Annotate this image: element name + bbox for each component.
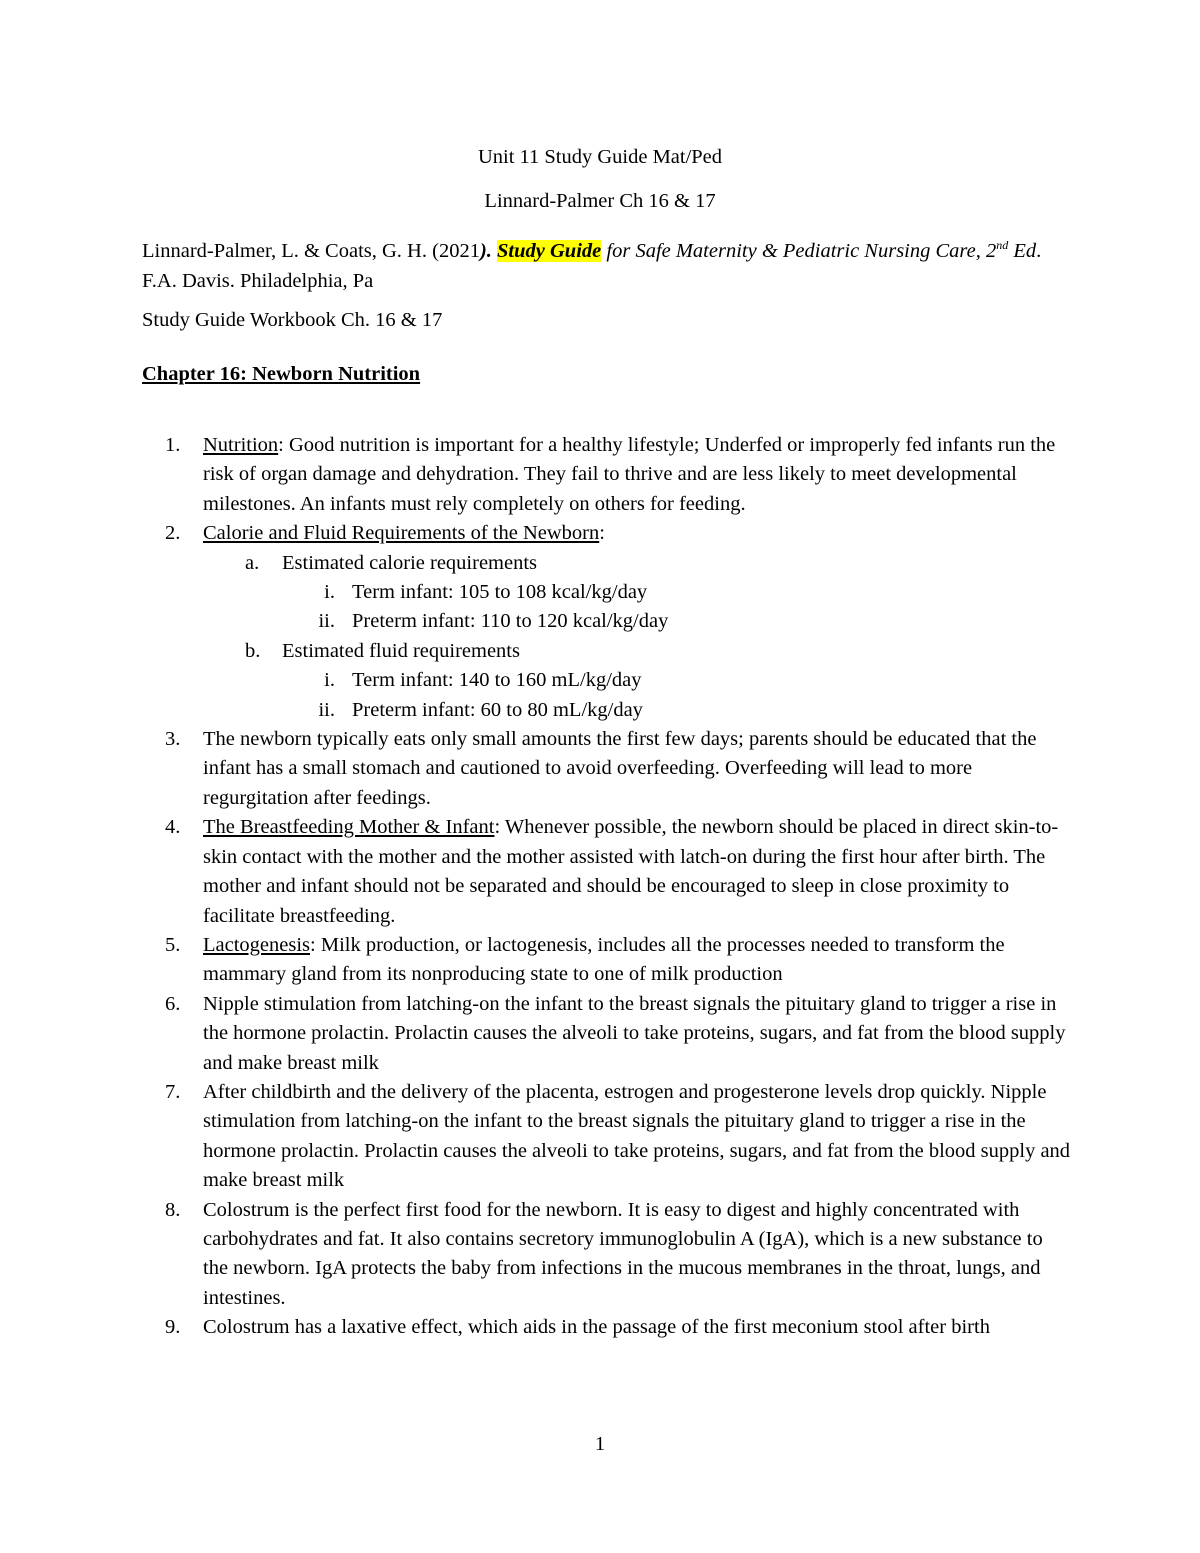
item-label: Lactogenesis <box>203 933 311 956</box>
sub-sub-text: Term infant: 105 to 108 kcal/kg/day <box>352 581 648 604</box>
list-item <box>142 1196 1072 1314</box>
sub-sub-item <box>142 607 1072 636</box>
citation-edition-sup: nd <box>996 238 1009 252</box>
item-label: Calorie and Fluid Requirements of the Newborn <box>203 522 600 545</box>
sub-sub-marker: i. <box>324 581 335 604</box>
list-number: 9. <box>165 1316 181 1339</box>
sub-item <box>142 637 1072 666</box>
document-subtitle: Linnard-Palmer Ch 16 & 17 <box>484 190 716 212</box>
item-text: Nipple stimulation from latching-on the infant to the breast signals the pituitary gland to trigger a rise in the hormone prolactin. Prolactin causes the alveoli to take proteins, sugars, and fat from the blood supply and make breast milk <box>203 992 1066 1074</box>
citation-edition: Ed <box>1008 239 1037 262</box>
item-text: : Whenever possible, the newborn should be placed in direct skin-to-skin contact with the mother and the mother assisted with latch-on during the first hour after birth. The mother and infant should not be separated and should be encouraged to sleep in close proximity to facilitate breastfeeding. <box>203 816 1059 927</box>
list-item <box>142 1078 1072 1196</box>
list-item <box>142 725 1072 813</box>
sub-sub-marker: ii. <box>318 610 335 633</box>
item-label: The Breastfeeding Mother & Infant <box>203 816 495 839</box>
item-text: : <box>599 522 605 545</box>
sub-marker: b. <box>245 639 261 662</box>
list-item <box>142 931 1072 990</box>
item-label: Nutrition <box>203 434 279 456</box>
workbook-line: Study Guide Workbook Ch. 16 & 17 <box>142 309 443 331</box>
citation-paren: ). <box>479 239 492 262</box>
item-text: : Milk production, or lactogenesis, includes all the processes needed to transform the mammary gland from its nonproducing state to one of milk production <box>203 933 1005 986</box>
citation-highlight: Study Guide <box>497 239 602 262</box>
citation-authors: Linnard-Palmer, L. & Coats, G. H. (2021 <box>142 239 480 262</box>
sub-sub-item <box>142 696 1072 725</box>
sub-sub-text: Term infant: 140 to 160 mL/kg/day <box>352 669 642 692</box>
sub-sub-marker: i. <box>324 669 335 692</box>
list-item <box>142 1313 1072 1342</box>
list-number: 7. <box>165 1080 181 1103</box>
list-item <box>142 519 1072 548</box>
sub-sub-item <box>142 578 1072 607</box>
item-text: : Good nutrition is important for a healthy lifestyle; Underfed or improperly fed infants run the risk of organ damage and dehydration. They fail to thrive and are less likely to meet developmental milestones. An infants must rely completely on others for feeding. <box>203 434 1056 515</box>
document-title: Unit 11 Study Guide Mat/Ped <box>477 146 723 168</box>
page-number: 1 <box>594 1433 606 1455</box>
chapter-heading: Chapter 16: Newborn Nutrition <box>142 363 421 385</box>
item-text: Colostrum has a laxative effect, which aids in the passage of the first meconium stool after birth <box>203 1316 990 1339</box>
sub-item <box>142 549 1072 578</box>
list-number: 8. <box>165 1198 181 1221</box>
sub-text: Estimated fluid requirements <box>282 639 520 662</box>
citation-title: for Safe Maternity & Pediatric Nursing Care, 2 <box>601 239 997 262</box>
sub-sub-marker: ii. <box>318 698 335 721</box>
sub-sub-text: Preterm infant: 60 to 80 mL/kg/day <box>352 698 643 721</box>
list-number: 2. <box>165 522 181 545</box>
sub-sub-text: Preterm infant: 110 to 120 kcal/kg/day <box>352 610 669 633</box>
list-item <box>142 431 1072 519</box>
list-item <box>142 813 1072 931</box>
citation <box>142 230 1072 296</box>
list-number: 5. <box>165 933 181 956</box>
list-number: 1. <box>165 434 181 456</box>
list-number: 4. <box>165 816 181 839</box>
list-number: 6. <box>165 992 181 1015</box>
sub-marker: a. <box>245 551 260 574</box>
item-text: Colostrum is the perfect first food for the newborn. It is easy to digest and highly concentrated with carbohydrates and fat. It also contains secretory immunoglobulin A (IgA), which is a new substance to the newborn. IgA protects the baby from infections in the mucous membranes in the throat, lungs, and intestines. <box>203 1198 1043 1309</box>
list-item <box>142 990 1072 1078</box>
list-number: 3. <box>165 728 181 751</box>
item-text: The newborn typically eats only small amounts the first few days; parents should be educated that the infant has a small stomach and cautioned to avoid overfeeding. Overfeeding will lead to more regurgitation after feedings. <box>203 728 1037 809</box>
sub-text: Estimated calorie requirements <box>282 551 538 574</box>
numbered-list <box>142 431 1072 1343</box>
citation-publisher: . F.A. Davis. Philadelphia, Pa <box>142 239 1042 292</box>
sub-sub-item <box>142 666 1072 695</box>
item-text: After childbirth and the delivery of the placenta, estrogen and progesterone levels drop quickly. Nipple stimulation from latching-on the infant to the breast signals the pituitary gland to trigger a rise in the hormone prolactin. Prolactin causes the alveoli to take proteins, sugars, and fat from the blood supply and make breast milk <box>203 1080 1071 1192</box>
